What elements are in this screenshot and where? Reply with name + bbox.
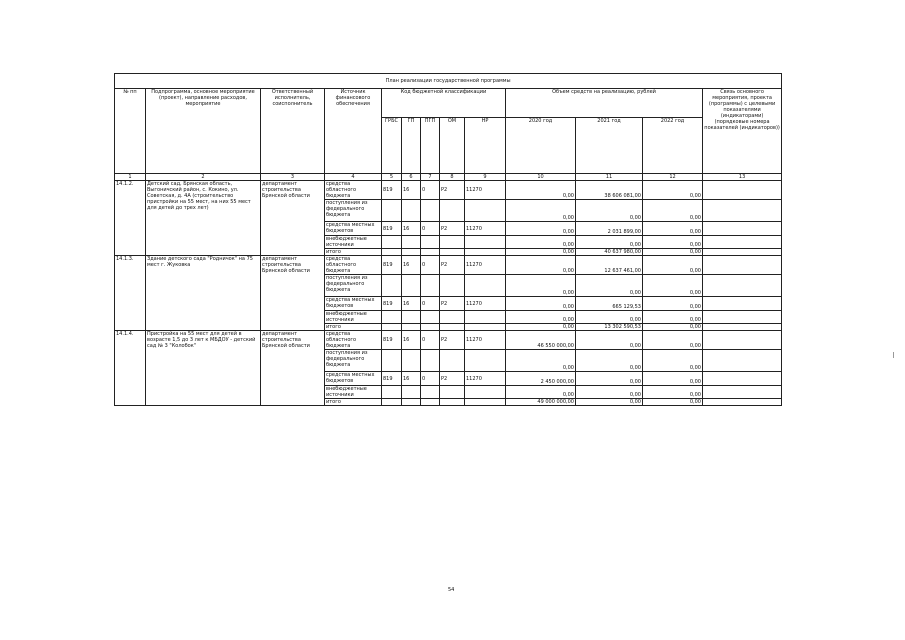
project-number: 14.1.3. (115, 256, 146, 331)
cell-om: P2 (440, 256, 465, 275)
cell-om: P2 (440, 297, 465, 311)
document-page (114, 73, 781, 593)
cell-y2022: 0,00 (643, 256, 703, 275)
cell-link (703, 350, 782, 372)
cell-grbs (382, 275, 402, 297)
cell-y2022: 0,00 (643, 311, 703, 324)
cell-gp: 16 (402, 181, 421, 200)
cell-link (703, 311, 782, 324)
cell-y2022: 0,00 (643, 297, 703, 311)
cell-grbs (382, 324, 402, 331)
project-name: Детский сад, Брянская область, Выгоничский район, с. Кокино, ул. Советская, д. 4А (строительство пристройки на 55 мест, на них 55 мест для детей до трех лет) (146, 181, 261, 256)
funding-source: итого (325, 324, 382, 331)
cell-nr (465, 386, 506, 399)
funding-source: средства местных бюджетов (325, 297, 382, 311)
column-number: 5 (382, 174, 402, 181)
cell-link (703, 386, 782, 399)
funding-source: средства местных бюджетов (325, 222, 382, 236)
header-2022: 2022 год (643, 118, 703, 174)
column-number-row (115, 174, 782, 181)
cell-y2022: 0,00 (643, 222, 703, 236)
cell-pgp: 0 (421, 372, 440, 386)
cell-link (703, 275, 782, 297)
cell-gp (402, 324, 421, 331)
cell-y2022: 0,00 (643, 399, 703, 406)
cell-link (703, 256, 782, 275)
cell-y2022: 0,00 (643, 386, 703, 399)
cell-grbs (382, 200, 402, 222)
cell-y2020: 0,00 (506, 386, 576, 399)
cell-gp: 16 (402, 372, 421, 386)
cell-link (703, 181, 782, 200)
header-nr: НР (465, 118, 506, 174)
cell-gp (402, 249, 421, 256)
cell-nr: 11270 (465, 256, 506, 275)
cell-pgp (421, 324, 440, 331)
cell-y2021: 40 637 980,00 (576, 249, 643, 256)
project-name: Пристройка на 55 мест для детей в возрасте 1,5 до 3 лет к МБДОУ - детский сад № 3 "Колобок" (146, 331, 261, 406)
cell-om (440, 399, 465, 406)
page-number: 54 (448, 587, 455, 593)
column-number: 4 (325, 174, 382, 181)
cell-y2022: 0,00 (643, 331, 703, 350)
cell-pgp (421, 236, 440, 249)
funding-source: средства местных бюджетов (325, 372, 382, 386)
funding-source: итого (325, 249, 382, 256)
cell-y2021: 0,00 (576, 311, 643, 324)
column-number: 13 (703, 174, 782, 181)
cell-y2021: 2 031 899,00 (576, 222, 643, 236)
cell-grbs (382, 249, 402, 256)
funding-source: средства областного бюджета (325, 181, 382, 200)
cell-grbs: 819 (382, 372, 402, 386)
cell-y2021: 0,00 (576, 275, 643, 297)
table-row (115, 181, 782, 200)
cell-y2022: 0,00 (643, 372, 703, 386)
cell-pgp (421, 399, 440, 406)
cell-y2020: 0,00 (506, 200, 576, 222)
cell-y2020: 0,00 (506, 256, 576, 275)
cell-om: P2 (440, 372, 465, 386)
funding-source: внебюджетные источники (325, 311, 382, 324)
cell-grbs (382, 311, 402, 324)
cell-grbs (382, 350, 402, 372)
cell-pgp (421, 350, 440, 372)
header-executor: Ответственный исполнитель, соисполнитель (261, 89, 325, 174)
cell-link (703, 399, 782, 406)
header-gp: ГП (402, 118, 421, 174)
cell-grbs: 819 (382, 222, 402, 236)
cell-pgp (421, 275, 440, 297)
cell-link (703, 324, 782, 331)
cell-y2020: 0,00 (506, 236, 576, 249)
cell-gp (402, 200, 421, 222)
cell-nr (465, 311, 506, 324)
funding-source: поступления из федерального бюджета (325, 200, 382, 222)
header-link: Связь основного мероприятия, проекта (программы) с целевыми показателями (индикаторами) (порядковые номера показателей (индикаторов)) (703, 89, 782, 174)
cell-gp (402, 275, 421, 297)
column-number: 1 (115, 174, 146, 181)
cell-link (703, 372, 782, 386)
header-budget-code: Код бюджетной классификации (382, 89, 506, 118)
cell-om (440, 275, 465, 297)
funding-source: внебюджетные источники (325, 236, 382, 249)
cell-y2021: 0,00 (576, 399, 643, 406)
cell-grbs (382, 399, 402, 406)
cell-gp (402, 399, 421, 406)
header-num: № пп (115, 89, 146, 174)
cell-y2021: 0,00 (576, 236, 643, 249)
header-pgp: ПГП (421, 118, 440, 174)
cell-link (703, 200, 782, 222)
cell-grbs (382, 236, 402, 249)
column-number: 8 (440, 174, 465, 181)
header-om: ОМ (440, 118, 465, 174)
funding-source: внебюджетные источники (325, 386, 382, 399)
cell-y2020: 2 450 000,00 (506, 372, 576, 386)
cell-gp: 16 (402, 222, 421, 236)
cell-nr (465, 350, 506, 372)
table-row (115, 256, 782, 275)
cell-om (440, 350, 465, 372)
cell-gp: 16 (402, 256, 421, 275)
column-number: 2 (146, 174, 261, 181)
cell-y2020: 0,00 (506, 222, 576, 236)
funding-source: итого (325, 399, 382, 406)
cell-grbs (382, 386, 402, 399)
cell-y2020: 0,00 (506, 181, 576, 200)
scan-mark (893, 352, 894, 358)
cell-gp (402, 236, 421, 249)
cell-y2022: 0,00 (643, 350, 703, 372)
column-number: 10 (506, 174, 576, 181)
cell-nr: 11270 (465, 331, 506, 350)
cell-y2020: 49 000 000,00 (506, 399, 576, 406)
project-executor: департамент строительства Брянской области (261, 181, 325, 256)
cell-nr (465, 399, 506, 406)
column-number: 7 (421, 174, 440, 181)
header-volume: Объем средств на реализацию, рублей (506, 89, 703, 118)
cell-om: P2 (440, 331, 465, 350)
cell-y2020: 0,00 (506, 324, 576, 331)
header-subprogram: Подпрограмма, основное мероприятие (проект), направление расходов, мероприятие (146, 89, 261, 174)
cell-nr: 11270 (465, 181, 506, 200)
cell-y2022: 0,00 (643, 181, 703, 200)
cell-y2020: 0,00 (506, 275, 576, 297)
cell-y2021: 0,00 (576, 372, 643, 386)
cell-grbs: 819 (382, 331, 402, 350)
cell-y2020: 0,00 (506, 249, 576, 256)
cell-link (703, 222, 782, 236)
cell-y2021: 0,00 (576, 331, 643, 350)
cell-pgp: 0 (421, 222, 440, 236)
cell-nr: 11270 (465, 222, 506, 236)
cell-om (440, 324, 465, 331)
cell-grbs: 819 (382, 256, 402, 275)
cell-y2022: 0,00 (643, 236, 703, 249)
cell-gp: 16 (402, 331, 421, 350)
cell-link (703, 236, 782, 249)
cell-pgp (421, 311, 440, 324)
cell-pgp: 0 (421, 331, 440, 350)
cell-gp: 16 (402, 297, 421, 311)
cell-gp (402, 386, 421, 399)
cell-link (703, 331, 782, 350)
cell-nr (465, 200, 506, 222)
cell-y2020: 46 550 000,00 (506, 331, 576, 350)
cell-pgp (421, 386, 440, 399)
cell-y2022: 0,00 (643, 275, 703, 297)
cell-pgp: 0 (421, 256, 440, 275)
cell-y2020: 0,00 (506, 311, 576, 324)
cell-pgp: 0 (421, 297, 440, 311)
cell-gp (402, 350, 421, 372)
cell-y2021: 13 302 590,53 (576, 324, 643, 331)
funding-source: средства областного бюджета (325, 331, 382, 350)
funding-source: средства областного бюджета (325, 256, 382, 275)
cell-pgp (421, 249, 440, 256)
cell-link (703, 297, 782, 311)
cell-om: P2 (440, 181, 465, 200)
header-2021: 2021 год (576, 118, 643, 174)
cell-om (440, 236, 465, 249)
cell-y2022: 0,00 (643, 324, 703, 331)
project-executor: департамент строительства Брянской области (261, 256, 325, 331)
cell-nr (465, 236, 506, 249)
column-number: 12 (643, 174, 703, 181)
cell-om: P2 (440, 222, 465, 236)
project-number: 14.1.4. (115, 331, 146, 406)
cell-nr: 11270 (465, 372, 506, 386)
header-grbs: ГРБС (382, 118, 402, 174)
project-executor: департамент строительства Брянской области (261, 331, 325, 406)
cell-nr (465, 275, 506, 297)
cell-pgp (421, 200, 440, 222)
funding-source: поступления из федерального бюджета (325, 350, 382, 372)
plan-table (114, 73, 782, 406)
cell-link (703, 249, 782, 256)
project-name: Здание детского сада "Родничок" на 75 мест г. Жуковка (146, 256, 261, 331)
column-number: 11 (576, 174, 643, 181)
project-number: 14.1.2. (115, 181, 146, 256)
cell-om (440, 311, 465, 324)
cell-grbs: 819 (382, 181, 402, 200)
cell-y2022: 0,00 (643, 249, 703, 256)
column-number: 3 (261, 174, 325, 181)
cell-y2020: 0,00 (506, 297, 576, 311)
header-source: Источник финансового обеспечения (325, 89, 382, 174)
cell-y2021: 12 637 461,00 (576, 256, 643, 275)
cell-y2021: 665 129,53 (576, 297, 643, 311)
funding-source: поступления из федерального бюджета (325, 275, 382, 297)
cell-y2021: 0,00 (576, 386, 643, 399)
cell-nr: 11270 (465, 297, 506, 311)
cell-pgp: 0 (421, 181, 440, 200)
cell-om (440, 386, 465, 399)
cell-y2021: 38 606 081,00 (576, 181, 643, 200)
cell-grbs: 819 (382, 297, 402, 311)
cell-om (440, 249, 465, 256)
cell-y2022: 0,00 (643, 200, 703, 222)
column-number: 9 (465, 174, 506, 181)
cell-om (440, 200, 465, 222)
cell-gp (402, 311, 421, 324)
cell-y2021: 0,00 (576, 200, 643, 222)
cell-nr (465, 249, 506, 256)
table-title: План реализации государственной программы (115, 74, 782, 89)
table-row (115, 331, 782, 350)
cell-y2020: 0,00 (506, 350, 576, 372)
header-2020: 2020 год (506, 118, 576, 174)
cell-nr (465, 324, 506, 331)
cell-y2021: 0,00 (576, 350, 643, 372)
column-number: 6 (402, 174, 421, 181)
